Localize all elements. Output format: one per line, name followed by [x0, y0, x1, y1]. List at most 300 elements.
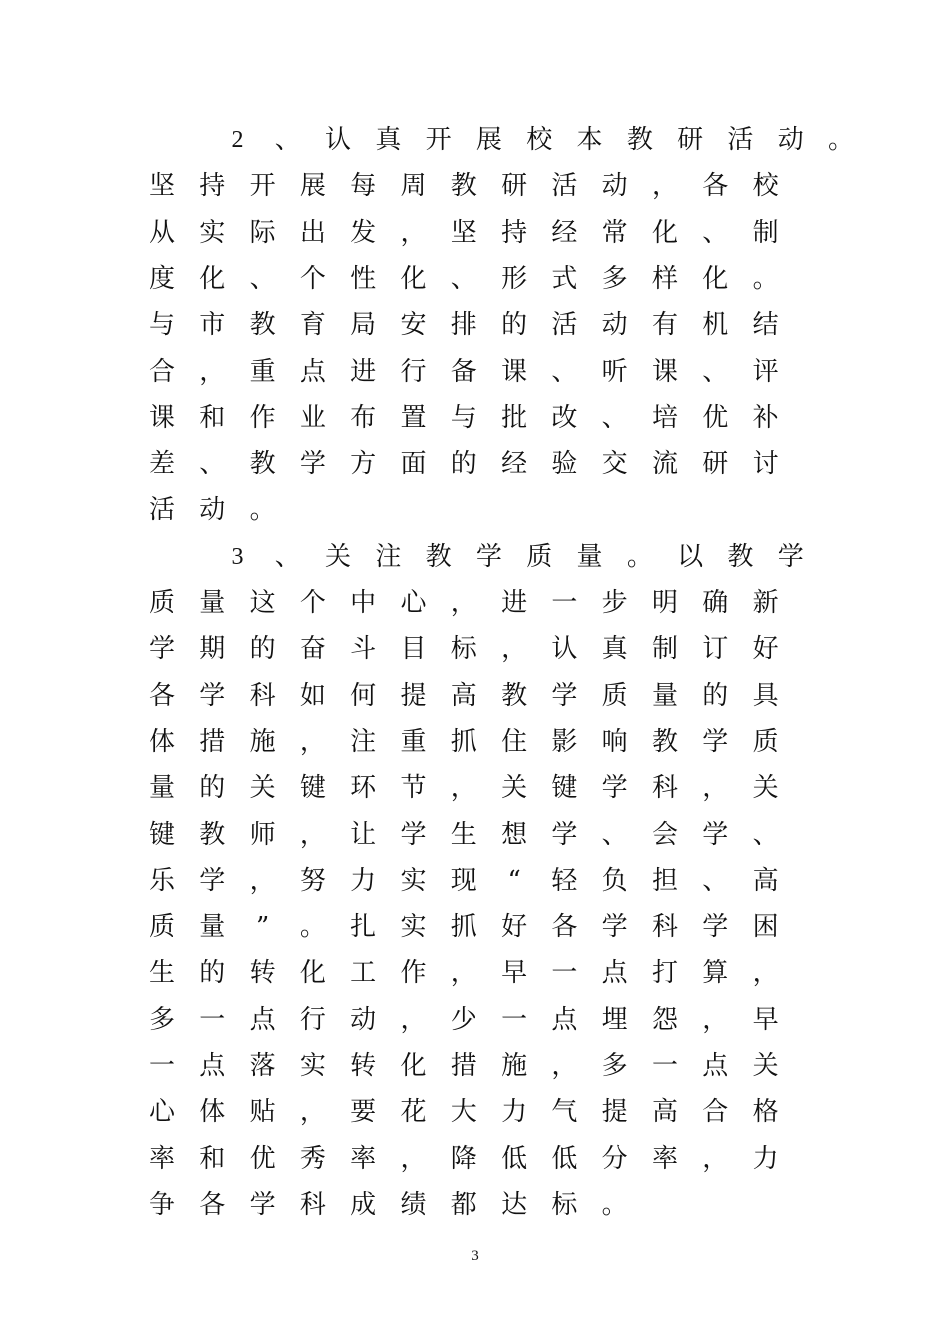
text-glyph: 与	[148, 310, 175, 341]
text-glyph: 怨	[651, 1004, 678, 1035]
text-glyph: 点	[249, 1004, 276, 1035]
text-glyph: 学	[777, 541, 804, 572]
text-glyph: 科	[299, 1189, 326, 1220]
text-glyph: 和	[199, 402, 226, 433]
text-glyph: 教	[727, 541, 754, 572]
text-glyph: 提	[400, 680, 427, 711]
text-glyph: 研	[702, 449, 729, 480]
text-glyph: 经	[501, 449, 528, 480]
text-glyph: 关	[325, 541, 352, 572]
paragraph-line	[0, 490, 950, 536]
text-glyph: 批	[501, 402, 528, 433]
paragraph-line	[0, 861, 950, 907]
text-glyph: 课	[651, 356, 678, 387]
text-glyph: ，	[501, 634, 528, 665]
text-glyph: 乐	[148, 865, 175, 896]
text-glyph: 校	[752, 171, 779, 202]
text-glyph: 3	[231, 543, 244, 570]
text-glyph: 差	[148, 449, 175, 480]
text-glyph: 落	[249, 1051, 276, 1081]
text-glyph: 关	[249, 773, 276, 804]
text-glyph: ，	[702, 1004, 729, 1035]
text-glyph: 提	[601, 1097, 628, 1128]
text-glyph: 分	[601, 1143, 628, 1174]
text-glyph: 合	[702, 1097, 729, 1128]
text-glyph: 高	[752, 865, 779, 896]
text-glyph: 注	[375, 541, 402, 572]
paragraph-line	[0, 583, 950, 629]
text-glyph: 生	[148, 958, 175, 989]
text-glyph: 高	[651, 1097, 678, 1128]
text-glyph: 、	[249, 263, 276, 294]
text-glyph: 抓	[450, 912, 477, 943]
paragraph-line	[0, 1046, 950, 1092]
text-glyph: 一	[199, 1004, 226, 1035]
text-glyph: 期	[199, 634, 226, 665]
text-glyph: 学	[551, 819, 578, 850]
text-glyph: 教	[425, 541, 452, 572]
text-glyph: 每	[350, 171, 377, 202]
text-glyph: 动	[199, 495, 226, 526]
text-glyph: 早	[501, 958, 528, 989]
text-glyph: ，	[702, 773, 729, 804]
paragraph-line	[0, 768, 950, 814]
text-glyph: 一	[501, 1004, 528, 1035]
text-glyph: 真	[601, 634, 628, 665]
text-glyph: 措	[450, 1051, 477, 1081]
text-glyph: 低	[551, 1143, 578, 1174]
text-glyph: 行	[400, 356, 427, 387]
text-glyph: 的	[199, 773, 226, 804]
text-glyph: 节	[400, 773, 427, 804]
text-glyph: 式	[551, 263, 578, 294]
text-glyph: ，	[651, 171, 678, 202]
text-glyph: 学	[601, 773, 628, 804]
text-glyph: 持	[199, 171, 226, 202]
text-glyph: 一	[551, 588, 578, 618]
paragraph-first-line	[0, 120, 950, 166]
text-glyph: 好	[752, 634, 779, 665]
text-glyph: 2	[231, 127, 244, 153]
text-glyph: 转	[249, 958, 276, 989]
text-glyph: 高	[450, 680, 477, 711]
text-glyph: 改	[551, 402, 578, 433]
text-glyph: 键	[148, 819, 175, 850]
text-glyph: 一	[551, 958, 578, 989]
text-glyph: 学	[702, 912, 729, 943]
text-glyph: 经	[551, 217, 578, 248]
text-glyph: 订	[702, 634, 729, 665]
text-glyph: 和	[199, 1143, 226, 1174]
text-glyph: 安	[400, 310, 427, 341]
text-glyph: 关	[752, 1051, 779, 1081]
text-glyph: ，	[400, 1004, 427, 1035]
text-glyph: 形	[501, 263, 528, 294]
text-glyph: 流	[651, 449, 678, 480]
text-glyph: 周	[400, 171, 427, 202]
text-glyph: 心	[400, 588, 427, 618]
text-glyph: 持	[501, 217, 528, 248]
text-glyph: 、	[274, 125, 301, 155]
text-glyph: 质	[526, 541, 553, 572]
text-glyph: 、	[274, 541, 301, 572]
text-glyph: ，	[450, 588, 477, 618]
text-glyph: 低	[501, 1143, 528, 1174]
text-glyph: 埋	[601, 1004, 628, 1035]
text-glyph: 力	[501, 1097, 528, 1128]
text-glyph: 科	[651, 773, 678, 804]
text-glyph: 转	[350, 1051, 377, 1081]
text-glyph: 实	[199, 217, 226, 248]
text-glyph: 多	[148, 1004, 175, 1035]
text-glyph: 各	[148, 680, 175, 711]
text-glyph: 、	[601, 402, 628, 433]
text-glyph: 步	[601, 588, 628, 618]
text-glyph: 一	[148, 1051, 175, 1081]
text-glyph: 、	[702, 356, 729, 387]
text-glyph: 化	[400, 1051, 427, 1081]
paragraph-line	[0, 1092, 950, 1138]
text-glyph: 体	[148, 726, 175, 757]
text-glyph: 都	[450, 1189, 477, 1220]
text-glyph: 置	[400, 402, 427, 433]
text-glyph: 具	[752, 680, 779, 711]
text-glyph: 的	[199, 958, 226, 989]
text-glyph: 课	[501, 356, 528, 387]
text-glyph: 交	[601, 449, 628, 480]
text-glyph: 的	[450, 449, 477, 480]
text-glyph: 开	[425, 125, 452, 155]
paragraph-line	[0, 352, 950, 398]
text-glyph: ，	[299, 726, 326, 757]
paragraph-line	[0, 629, 950, 675]
text-glyph: 化	[702, 263, 729, 294]
text-glyph: 注	[350, 726, 377, 757]
text-glyph: 施	[501, 1051, 528, 1081]
paragraph-line	[0, 398, 950, 444]
text-glyph: 动	[601, 310, 628, 341]
text-glyph: 绩	[400, 1189, 427, 1220]
text-glyph: 斗	[350, 634, 377, 665]
text-glyph: 以	[677, 541, 704, 572]
text-glyph: 备	[450, 356, 477, 387]
text-glyph: “	[507, 865, 521, 896]
text-glyph: 制	[752, 217, 779, 248]
text-glyph: 认	[325, 125, 352, 155]
text-glyph: 动	[350, 1004, 377, 1035]
page-number: 3	[471, 1248, 479, 1264]
text-glyph: 各	[199, 1189, 226, 1220]
text-glyph: 质	[148, 912, 175, 943]
text-glyph: 力	[752, 1143, 779, 1174]
text-glyph: 活	[727, 125, 754, 155]
text-glyph: 业	[299, 402, 326, 433]
text-glyph: 动	[601, 171, 628, 202]
text-glyph: 学	[299, 449, 326, 480]
text-glyph: 开	[249, 171, 276, 202]
text-glyph: 格	[752, 1097, 779, 1128]
paragraph-line	[0, 907, 950, 953]
text-glyph: 学	[702, 726, 729, 757]
text-glyph: 际	[249, 217, 276, 248]
text-glyph: 与	[450, 402, 477, 433]
text-glyph: 的	[702, 680, 729, 711]
text-glyph: 一	[651, 1051, 678, 1081]
paragraph-line	[0, 1000, 950, 1046]
text-glyph: 点	[299, 356, 326, 387]
text-glyph: 贴	[249, 1097, 276, 1128]
text-glyph: 学	[199, 865, 226, 896]
text-glyph: 合	[148, 356, 175, 387]
text-glyph: 、	[450, 263, 477, 294]
text-glyph: 打	[651, 958, 678, 989]
text-glyph: 校	[526, 125, 553, 155]
text-glyph: 课	[148, 402, 175, 433]
text-glyph: 学	[551, 680, 578, 711]
text-glyph: 性	[350, 263, 377, 294]
text-glyph: 教	[501, 680, 528, 711]
text-glyph: 施	[249, 726, 276, 757]
paragraph-line	[0, 259, 950, 305]
text-glyph: 评	[752, 356, 779, 387]
text-glyph: 常	[601, 217, 628, 248]
text-glyph: 何	[350, 680, 377, 711]
text-glyph: ，	[400, 1143, 427, 1174]
text-glyph: 机	[702, 310, 729, 341]
text-glyph: 会	[651, 819, 678, 850]
text-glyph: 负	[601, 865, 628, 896]
text-glyph: ，	[450, 958, 477, 989]
text-glyph: 措	[199, 726, 226, 757]
text-glyph: 排	[450, 310, 477, 341]
text-glyph: 各	[551, 912, 578, 943]
text-glyph: 早	[752, 1004, 779, 1035]
text-glyph: 学	[199, 680, 226, 711]
text-glyph: 争	[148, 1189, 175, 1220]
text-glyph: 量	[199, 912, 226, 943]
text-glyph: 的	[501, 310, 528, 341]
text-glyph: 重	[400, 726, 427, 757]
text-glyph: 验	[551, 449, 578, 480]
text-glyph: 、	[199, 449, 226, 480]
text-glyph: 环	[350, 773, 377, 804]
text-glyph: 多	[601, 263, 628, 294]
text-glyph: 样	[651, 263, 678, 294]
text-glyph: 实	[400, 912, 427, 943]
text-glyph: 活	[551, 310, 578, 341]
text-glyph: 生	[450, 819, 477, 850]
text-glyph: 量	[199, 588, 226, 618]
text-glyph: 多	[601, 1051, 628, 1081]
text-glyph: 动	[777, 125, 804, 155]
paragraph-line	[0, 444, 950, 490]
text-glyph: 工	[350, 958, 377, 989]
text-glyph: 想	[501, 819, 528, 850]
text-glyph: 住	[501, 726, 528, 757]
text-glyph: 教	[249, 310, 276, 341]
text-glyph: ，	[299, 1097, 326, 1128]
text-glyph: 。	[249, 495, 276, 526]
text-glyph: ”	[255, 912, 270, 943]
text-glyph: 进	[501, 588, 528, 618]
text-glyph: 度	[148, 263, 175, 294]
text-glyph: 展	[299, 171, 326, 202]
text-glyph: 学	[400, 819, 427, 850]
text-glyph: 本	[576, 125, 603, 155]
text-glyph: 量	[576, 541, 603, 572]
paragraph-line	[0, 953, 950, 999]
text-glyph: 率	[148, 1143, 175, 1174]
text-glyph: 化	[199, 263, 226, 294]
text-glyph: 讨	[752, 449, 779, 480]
paragraph-line	[0, 213, 950, 259]
text-glyph: 键	[299, 773, 326, 804]
text-glyph: 育	[299, 310, 326, 341]
text-glyph: 奋	[299, 634, 326, 665]
text-glyph: 算	[702, 958, 729, 989]
text-glyph: 学	[148, 634, 175, 665]
text-glyph: ，	[752, 958, 779, 989]
text-glyph: 展	[475, 125, 502, 155]
text-glyph: 点	[601, 958, 628, 989]
text-glyph: 优	[249, 1143, 276, 1174]
text-glyph: 坚	[148, 171, 175, 202]
text-glyph: 活	[551, 171, 578, 202]
paragraph-line	[0, 305, 950, 351]
text-glyph: 质	[752, 726, 779, 757]
text-glyph: 方	[350, 449, 377, 480]
text-glyph: 质	[148, 588, 175, 618]
text-glyph: 布	[350, 402, 377, 433]
text-glyph: 。	[626, 541, 653, 572]
text-glyph: 花	[400, 1097, 427, 1128]
text-glyph: 要	[350, 1097, 377, 1128]
text-glyph: 质	[601, 680, 628, 711]
text-glyph: 作	[249, 402, 276, 433]
text-glyph: 真	[375, 125, 402, 155]
text-glyph: 市	[199, 310, 226, 341]
text-glyph: 化	[299, 958, 326, 989]
text-glyph: 行	[299, 1004, 326, 1035]
text-glyph: 认	[551, 634, 578, 665]
text-glyph: 点	[199, 1051, 226, 1081]
text-glyph: 、	[702, 865, 729, 896]
text-glyph: 点	[702, 1051, 729, 1081]
text-glyph: 实	[299, 1051, 326, 1081]
text-glyph: 教	[626, 125, 653, 155]
text-glyph: 中	[350, 588, 377, 618]
text-glyph: 优	[702, 402, 729, 433]
text-glyph: 科	[651, 912, 678, 943]
text-glyph: 降	[450, 1143, 477, 1174]
text-glyph: 个	[299, 588, 326, 618]
text-glyph: 体	[199, 1097, 226, 1128]
text-glyph: 重	[249, 356, 276, 387]
text-glyph: 现	[450, 865, 477, 896]
text-glyph: 化	[651, 217, 678, 248]
text-glyph: ，	[551, 1051, 578, 1081]
text-glyph: 教	[651, 726, 678, 757]
text-glyph: 困	[752, 912, 779, 943]
text-glyph: 成	[350, 1189, 377, 1220]
text-glyph: 结	[752, 310, 779, 341]
text-glyph: 新	[752, 588, 779, 618]
text-glyph: ，	[199, 356, 226, 387]
text-glyph: 进	[350, 356, 377, 387]
text-glyph: 秀	[299, 1143, 326, 1174]
paragraph-first-line	[0, 537, 950, 583]
text-glyph: 学	[475, 541, 502, 572]
paragraph-line	[0, 815, 950, 861]
text-glyph: 量	[148, 773, 175, 804]
text-glyph: 。	[299, 912, 326, 943]
text-glyph: ，	[702, 1143, 729, 1174]
text-glyph: 关	[501, 773, 528, 804]
text-glyph: 抓	[450, 726, 477, 757]
text-glyph: 各	[702, 171, 729, 202]
text-glyph: 担	[651, 865, 678, 896]
text-glyph: 努	[299, 865, 326, 896]
paragraph-line	[0, 722, 950, 768]
text-glyph: 学	[249, 1189, 276, 1220]
text-glyph: 率	[350, 1143, 377, 1174]
text-glyph: 个	[299, 263, 326, 294]
text-glyph: 有	[651, 310, 678, 341]
text-glyph: 让	[350, 819, 377, 850]
text-glyph: ，	[299, 819, 326, 850]
text-glyph: 、	[601, 819, 628, 850]
text-glyph: 轻	[551, 865, 578, 896]
text-glyph: 量	[651, 680, 678, 711]
text-glyph: 标	[450, 634, 477, 665]
text-glyph: 达	[501, 1189, 528, 1220]
text-glyph: 目	[400, 634, 427, 665]
text-glyph: 响	[601, 726, 628, 757]
text-glyph: 培	[651, 402, 678, 433]
text-glyph: 、	[551, 356, 578, 387]
text-glyph: 听	[601, 356, 628, 387]
text-glyph: 。	[601, 1189, 628, 1220]
text-glyph: ，	[249, 865, 276, 896]
text-glyph: 率	[651, 1143, 678, 1174]
text-glyph: 大	[450, 1097, 477, 1128]
text-glyph: 点	[551, 1004, 578, 1035]
text-glyph: 化	[400, 263, 427, 294]
text-glyph: ，	[400, 217, 427, 248]
text-glyph: 、	[752, 819, 779, 850]
text-glyph: 教	[199, 819, 226, 850]
text-glyph: 实	[400, 865, 427, 896]
text-glyph: 科	[249, 680, 276, 711]
text-glyph: 确	[702, 588, 729, 618]
text-glyph: 好	[501, 912, 528, 943]
text-glyph: 坚	[450, 217, 477, 248]
text-glyph: 从	[148, 217, 175, 248]
text-glyph: 、	[702, 217, 729, 248]
text-glyph: 力	[350, 865, 377, 896]
text-glyph: 活	[148, 495, 175, 526]
text-glyph: 发	[350, 217, 377, 248]
text-glyph: 的	[249, 634, 276, 665]
text-glyph: 补	[752, 402, 779, 433]
text-glyph: 。	[752, 263, 779, 294]
text-glyph: 作	[400, 958, 427, 989]
text-glyph: 标	[551, 1189, 578, 1220]
text-glyph: 学	[702, 819, 729, 850]
text-glyph: 学	[601, 912, 628, 943]
text-glyph: 少	[450, 1004, 477, 1035]
text-glyph: 心	[148, 1097, 175, 1128]
